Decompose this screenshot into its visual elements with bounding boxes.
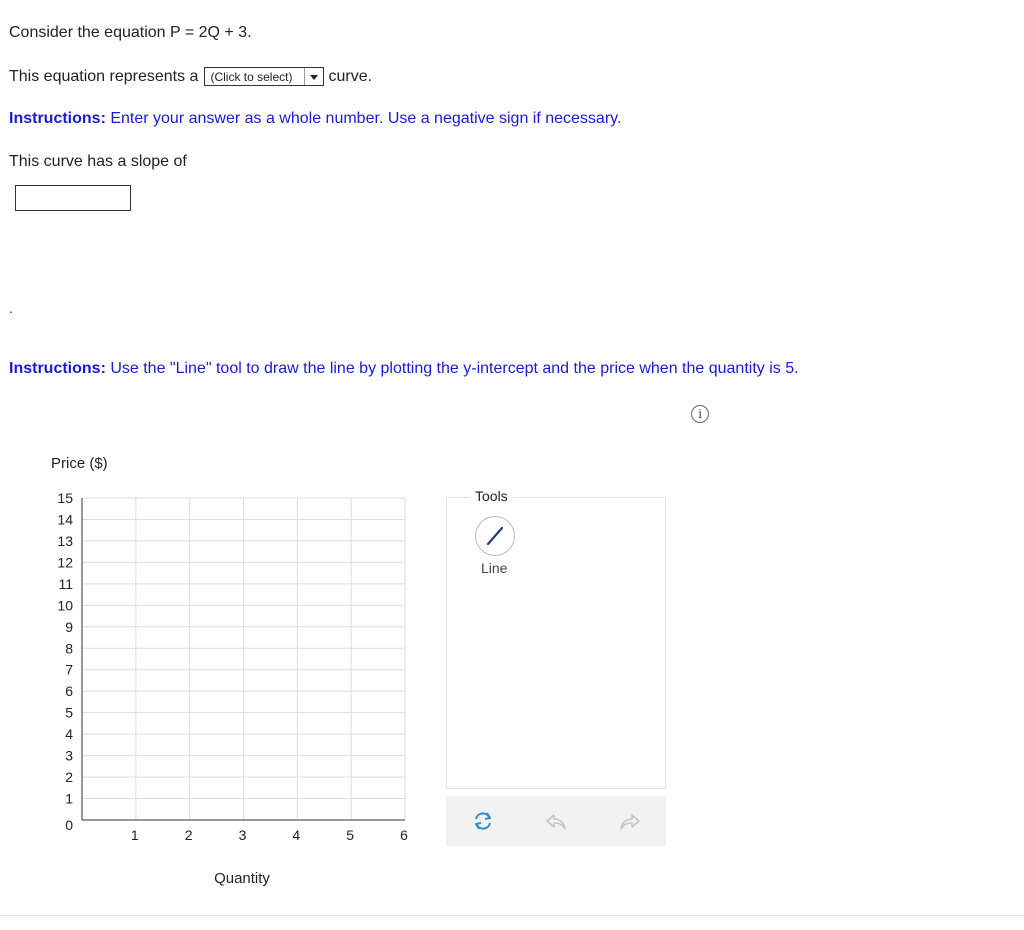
y-tick-label: 6 xyxy=(65,683,73,700)
y-tick-label: 1 xyxy=(65,790,73,807)
price-quantity-graph[interactable] xyxy=(0,440,440,900)
line-tool-label: Line xyxy=(481,560,508,576)
chevron-down-icon xyxy=(304,68,323,85)
line-tool-icon xyxy=(476,517,514,555)
info-icon[interactable]: i xyxy=(691,405,709,423)
line-tool-button[interactable] xyxy=(475,516,515,556)
redo-icon xyxy=(618,810,642,832)
origin-label: 0 xyxy=(65,817,73,833)
reset-button[interactable] xyxy=(471,810,495,832)
x-tick-label: 5 xyxy=(346,827,355,843)
instructions-graph xyxy=(9,360,799,378)
y-tick-label: 12 xyxy=(57,554,73,571)
question-equation: Consider the equation P = 2Q + 3. xyxy=(9,24,252,41)
x-tick-label: 2 xyxy=(184,827,193,843)
graph-ticks xyxy=(57,490,408,843)
instructions-label: Instructions: xyxy=(9,110,106,127)
slope-input[interactable] xyxy=(15,185,131,211)
slope-prompt: This curve has a slope of xyxy=(9,153,187,170)
refresh-icon xyxy=(471,810,495,832)
y-tick-label: 7 xyxy=(65,661,73,678)
graph-grid xyxy=(82,498,405,820)
y-tick-label: 9 xyxy=(65,618,73,635)
instructions-answer-format xyxy=(9,110,621,128)
y-tick-label: 10 xyxy=(57,597,73,614)
x-tick-label: 4 xyxy=(292,827,301,843)
redo-button[interactable] xyxy=(618,810,642,832)
undo-icon xyxy=(544,810,568,832)
y-tick-label: 2 xyxy=(65,769,73,786)
y-tick-label: 14 xyxy=(57,511,73,528)
graph-actions-bar xyxy=(446,796,666,846)
instructions-text: Enter your answer as a whole number. Use a negative sign if necessary. xyxy=(105,110,622,127)
x-tick-label: 6 xyxy=(400,827,408,843)
x-tick-label: 3 xyxy=(238,827,247,843)
y-tick-label: 3 xyxy=(65,747,73,764)
instructions-text: Use the "Line" tool to draw the line by plotting the y-intercept and the price when the quantity is 5. xyxy=(105,360,799,377)
y-tick-label: 8 xyxy=(65,640,73,657)
x-axis-label: Quantity xyxy=(214,870,270,887)
undo-button[interactable] xyxy=(544,810,568,832)
instructions-label: Instructions: xyxy=(9,360,106,377)
y-tick-label: 4 xyxy=(65,726,73,743)
curve-type-select-value: (Click to select) xyxy=(210,69,293,84)
represents-suffix: curve. xyxy=(328,67,373,85)
represents-prefix: This equation represents a xyxy=(9,67,199,85)
y-tick-label: 13 xyxy=(57,532,73,549)
bottom-divider xyxy=(0,915,1024,916)
separator-dot: . xyxy=(9,300,13,316)
tools-title: Tools xyxy=(470,488,513,504)
curve-type-select[interactable] xyxy=(204,67,324,86)
y-tick-label: 11 xyxy=(58,575,73,592)
x-tick-label: 1 xyxy=(130,827,139,843)
y-tick-label: 15 xyxy=(57,490,73,506)
question-represents xyxy=(9,67,372,86)
y-axis-label: Price ($) xyxy=(51,455,108,472)
y-tick-label: 5 xyxy=(65,704,73,721)
